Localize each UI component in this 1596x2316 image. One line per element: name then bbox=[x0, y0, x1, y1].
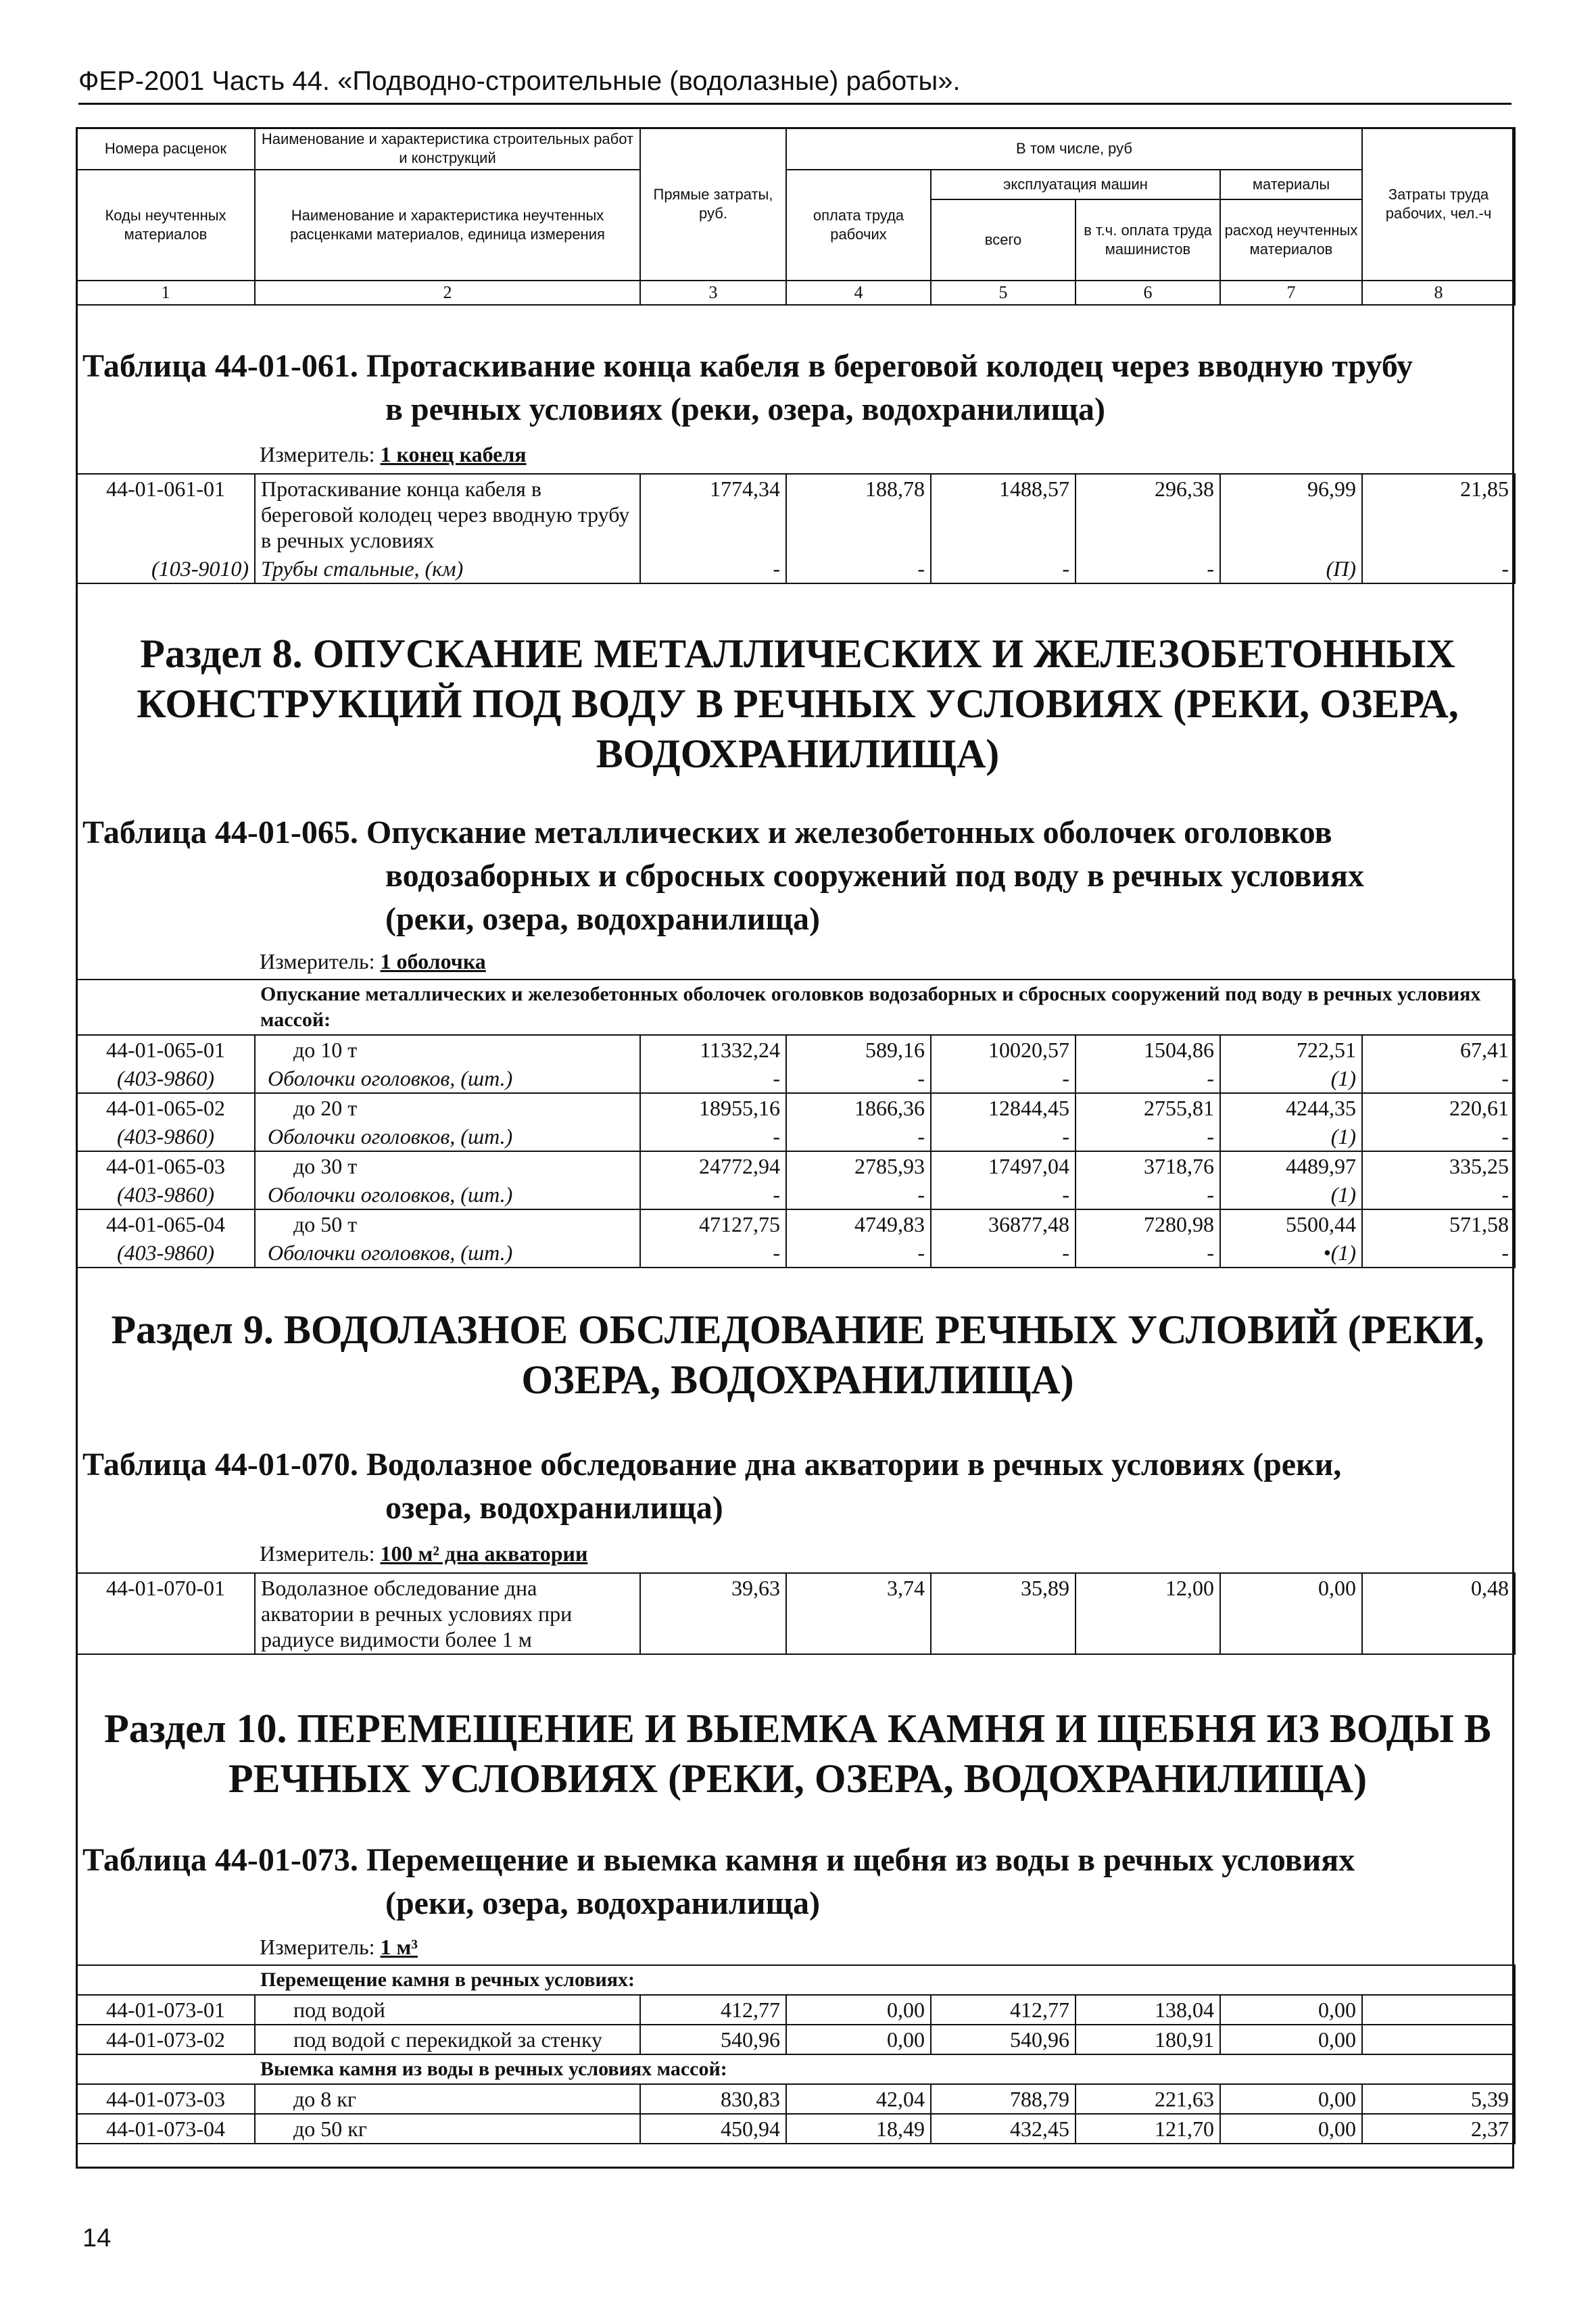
cell-value: 220,61 bbox=[1362, 1093, 1515, 1122]
cell-value: 39,63 bbox=[640, 1573, 786, 1654]
col-number: 7 bbox=[1220, 281, 1362, 305]
cell-value: - bbox=[1075, 554, 1220, 583]
table-row bbox=[76, 2084, 1515, 2114]
cell-value: - bbox=[931, 1238, 1075, 1268]
cell-value: (1) bbox=[1220, 1122, 1362, 1151]
cell-value: - bbox=[931, 1064, 1075, 1093]
header-rule bbox=[78, 103, 1512, 105]
measure-label: Измеритель: bbox=[260, 1935, 375, 1959]
cell-value: •(1) bbox=[1220, 1238, 1362, 1268]
cell-value: 18,49 bbox=[786, 2114, 931, 2144]
table-group-row bbox=[76, 2054, 1515, 2084]
measure-value: 1 конец кабеля bbox=[380, 442, 527, 466]
column-header-table bbox=[76, 127, 1516, 306]
rate-name: до 10 т bbox=[255, 1035, 640, 1064]
table-row bbox=[76, 1093, 1515, 1122]
cell-value: 4489,97 bbox=[1220, 1151, 1362, 1180]
cell-value: 7280,98 bbox=[1075, 1209, 1220, 1238]
cell-value: 36877,48 bbox=[931, 1209, 1075, 1238]
materials-header: материалы bbox=[1220, 170, 1362, 199]
table-073-title bbox=[82, 1839, 1502, 1925]
cell-value: - bbox=[640, 554, 786, 583]
rate-code: 44-01-065-02 bbox=[76, 1093, 255, 1122]
cell-value: - bbox=[931, 554, 1075, 583]
col-3-header: Прямые затраты, руб. bbox=[640, 128, 786, 281]
measure-value: 1 оболочка bbox=[380, 949, 486, 973]
rate-name: под водой bbox=[255, 1995, 640, 2025]
table-row bbox=[76, 1064, 1515, 1093]
table-row bbox=[76, 2025, 1515, 2054]
cell-value: 0,00 bbox=[1220, 2084, 1362, 2114]
cell-value: 12,00 bbox=[1075, 1573, 1220, 1654]
material-code: (403-9860) bbox=[76, 1180, 255, 1209]
cell-value: 1504,86 bbox=[1075, 1035, 1220, 1064]
table-title-line: в речных условиях (реки, озера, водохранилища) bbox=[385, 391, 1106, 427]
cell-value: (П) bbox=[1220, 554, 1362, 583]
col-8-header: Затраты труда рабочих, чел.-ч bbox=[1362, 128, 1515, 281]
material-name: Оболочки оголовков, (шт.) bbox=[255, 1064, 640, 1093]
rate-code: 44-01-073-02 bbox=[76, 2025, 255, 2054]
col-1b-header: Коды неучтенных материалов bbox=[76, 170, 255, 281]
cell-value: - bbox=[786, 1064, 931, 1093]
cell-value: - bbox=[1075, 1122, 1220, 1151]
incl-header: В том числе, руб bbox=[786, 128, 1362, 170]
cell-value: 335,25 bbox=[1362, 1151, 1515, 1180]
col-number: 8 bbox=[1362, 281, 1515, 305]
cell-value: 121,70 bbox=[1075, 2114, 1220, 2144]
cell-value: - bbox=[640, 1122, 786, 1151]
cell-value: 42,04 bbox=[786, 2084, 931, 2114]
measure-label: Измеритель: bbox=[260, 1541, 375, 1566]
table-row bbox=[76, 1122, 1515, 1151]
cell-value: 0,00 bbox=[1220, 2025, 1362, 2054]
table-title-line: Таблица 44-01-065. Опускание металлических и железобетонных оболочек оголовков bbox=[82, 815, 1332, 850]
cell-value: - bbox=[786, 1238, 931, 1268]
rate-name: под водой с перекидкой за стенку bbox=[255, 2025, 640, 2054]
measure-label: Измеритель: bbox=[260, 442, 375, 466]
rate-code: 44-01-065-01 bbox=[76, 1035, 255, 1064]
rate-code: 44-01-073-04 bbox=[76, 2114, 255, 2144]
rate-name: Водолазное обследование дна акватории в речных условиях при радиусе видимости более 1 м bbox=[255, 1573, 640, 1654]
table-title-line: водозаборных и сбросных сооружений под воду в речных условиях bbox=[385, 858, 1364, 894]
cell-value: (1) bbox=[1220, 1064, 1362, 1093]
table-group-row bbox=[76, 1965, 1515, 1995]
cell-value: 540,96 bbox=[931, 2025, 1075, 2054]
cell-value: 412,77 bbox=[640, 1995, 786, 2025]
col-number: 2 bbox=[255, 281, 640, 305]
cell-value: - bbox=[1362, 554, 1515, 583]
rate-name: до 8 кг bbox=[255, 2084, 640, 2114]
cell-value: 412,77 bbox=[931, 1995, 1075, 2025]
cell-value: 47127,75 bbox=[640, 1209, 786, 1238]
cell-value: 35,89 bbox=[931, 1573, 1075, 1654]
group-heading: Опускание металлических и железобетонных оболочек оголовков водозаборных и сбросных сооружений под воду в речных условиях массой: bbox=[255, 980, 1515, 1035]
page-header: ФЕР-2001 Часть 44. «Подводно-строительные (водолазные) работы». bbox=[78, 66, 961, 96]
rate-code: 44-01-065-03 bbox=[76, 1151, 255, 1180]
col-2a-header: Наименование и характеристика строительных работ и конструкций bbox=[255, 128, 640, 170]
table-065-measure bbox=[260, 949, 486, 974]
section-9-heading: Раздел 9. ВОДОЛАЗНОЕ ОБСЛЕДОВАНИЕ РЕЧНЫХ УСЛОВИЙ (РЕКИ, ОЗЕРА, ВОДОХРАНИЛИЩА) bbox=[111, 1307, 1484, 1402]
table-title-line: Таблица 44-01-070. Водолазное обследование дна акватории в речных условиях (реки, bbox=[82, 1447, 1342, 1482]
group-heading: Перемещение камня в речных условиях: bbox=[255, 1965, 1515, 1995]
cell-value: 0,00 bbox=[1220, 1995, 1362, 2025]
cell-value: - bbox=[1362, 1122, 1515, 1151]
cell-value: - bbox=[1075, 1064, 1220, 1093]
material-name: Оболочки оголовков, (шт.) bbox=[255, 1122, 640, 1151]
col-number: 1 bbox=[76, 281, 255, 305]
col-2b-header: Наименование и характеристика неучтенных расценками материалов, единица измерения bbox=[255, 170, 640, 281]
table-row bbox=[76, 1995, 1515, 2025]
cell-value: - bbox=[1362, 1238, 1515, 1268]
cell-value: 3718,76 bbox=[1075, 1151, 1220, 1180]
table-row bbox=[76, 2114, 1515, 2144]
cell-value: 589,16 bbox=[786, 1035, 931, 1064]
table-070-measure bbox=[260, 1541, 587, 1566]
cell-value: - bbox=[786, 554, 931, 583]
cell-value: 1488,57 bbox=[931, 474, 1075, 554]
material-code: (403-9860) bbox=[76, 1064, 255, 1093]
col-number: 4 bbox=[786, 281, 931, 305]
material-name: Оболочки оголовков, (шт.) bbox=[255, 1238, 640, 1268]
cell-value: - bbox=[640, 1238, 786, 1268]
cell-value: 180,91 bbox=[1075, 2025, 1220, 2054]
col-number: 6 bbox=[1075, 281, 1220, 305]
table-065 bbox=[76, 979, 1516, 1268]
cell-value: - bbox=[786, 1180, 931, 1209]
section-8-heading: Раздел 8. ОПУСКАНИЕ МЕТАЛЛИЧЕСКИХ И ЖЕЛЕЗОБЕТОННЫХ КОНСТРУКЦИЙ ПОД ВОДУ В РЕЧНЫХ УСЛОВИЯХ (РЕКИ, ОЗЕРА, ВОДОХРАНИЛИЩА) bbox=[137, 631, 1459, 776]
cell-value: 96,99 bbox=[1220, 474, 1362, 554]
cell-value: 432,45 bbox=[931, 2114, 1075, 2144]
cell-value: - bbox=[1362, 1064, 1515, 1093]
cell-value: 788,79 bbox=[931, 2084, 1075, 2114]
cell-value: 17497,04 bbox=[931, 1151, 1075, 1180]
cell-value: 21,85 bbox=[1362, 474, 1515, 554]
cell-value: - bbox=[786, 1122, 931, 1151]
cell-value: - bbox=[640, 1064, 786, 1093]
group-heading: Выемка камня из воды в речных условиях массой: bbox=[255, 2054, 1515, 2084]
cell-value: - bbox=[931, 1180, 1075, 1209]
measure-value: 1 м³ bbox=[380, 1935, 418, 1959]
cell-value bbox=[1362, 2025, 1515, 2054]
table-title-line: (реки, озера, водохранилища) bbox=[385, 901, 820, 937]
material-code: (403-9860) bbox=[76, 1122, 255, 1151]
col-1a-header: Номера расценок bbox=[76, 128, 255, 170]
cell-value: 540,96 bbox=[640, 2025, 786, 2054]
table-row bbox=[76, 1151, 1515, 1180]
cell-value: 18955,16 bbox=[640, 1093, 786, 1122]
cell-value: 67,41 bbox=[1362, 1035, 1515, 1064]
cell-value: - bbox=[1075, 1238, 1220, 1268]
cell-value: - bbox=[640, 1180, 786, 1209]
table-065-title bbox=[82, 811, 1502, 941]
rate-code: 44-01-065-04 bbox=[76, 1209, 255, 1238]
cell-value: 0,00 bbox=[786, 2025, 931, 2054]
cell-value: - bbox=[931, 1122, 1075, 1151]
cell-value: 3,74 bbox=[786, 1573, 931, 1654]
cell-value: 0,00 bbox=[1220, 2114, 1362, 2144]
table-title-line: Таблица 44-01-073. Перемещение и выемка камня и щебня из воды в речных условиях bbox=[82, 1842, 1355, 1878]
col-4-header: оплата труда рабочих bbox=[786, 170, 931, 281]
col-number: 5 bbox=[931, 281, 1075, 305]
table-row bbox=[76, 1035, 1515, 1064]
rate-name: до 30 т bbox=[255, 1151, 640, 1180]
cell-value: - bbox=[1362, 1180, 1515, 1209]
measure-value: 100 м² дна акватории bbox=[380, 1541, 588, 1566]
cell-value: 24772,94 bbox=[640, 1151, 786, 1180]
page-number: 14 bbox=[82, 2224, 112, 2252]
material-name: Оболочки оголовков, (шт.) bbox=[255, 1180, 640, 1209]
table-row bbox=[76, 554, 1515, 583]
table-row bbox=[76, 1209, 1515, 1238]
cell-value: 296,38 bbox=[1075, 474, 1220, 554]
table-073-measure bbox=[260, 1935, 418, 1960]
rate-code: 44-01-073-03 bbox=[76, 2084, 255, 2114]
cell-value: 5,39 bbox=[1362, 2084, 1515, 2114]
measure-label: Измеритель: bbox=[260, 949, 375, 973]
material-name: Трубы стальные, (км) bbox=[255, 554, 640, 583]
table-row bbox=[76, 1238, 1515, 1268]
cell-value: 1774,34 bbox=[640, 474, 786, 554]
table-title-line: (реки, озера, водохранилища) bbox=[385, 1885, 820, 1921]
col-5-header: всего bbox=[931, 199, 1075, 281]
cell-value: 4244,35 bbox=[1220, 1093, 1362, 1122]
cell-value: 5500,44 bbox=[1220, 1209, 1362, 1238]
cell-value: 221,63 bbox=[1075, 2084, 1220, 2114]
cell-value: 2785,93 bbox=[786, 1151, 931, 1180]
rate-name: до 20 т bbox=[255, 1093, 640, 1122]
cell-value: 2,37 bbox=[1362, 2114, 1515, 2144]
cell-value: (1) bbox=[1220, 1180, 1362, 1209]
table-title-line: Таблица 44-01-061. Протаскивание конца кабеля в береговой колодец через вводную трубу bbox=[82, 348, 1413, 384]
cell-value: 0,00 bbox=[1220, 1573, 1362, 1654]
col-7-header: расход неучтенных материалов bbox=[1220, 199, 1362, 281]
rate-code: 44-01-073-01 bbox=[76, 1995, 255, 2025]
cell-value: 450,94 bbox=[640, 2114, 786, 2144]
cell-value bbox=[1362, 1995, 1515, 2025]
cell-value: 138,04 bbox=[1075, 1995, 1220, 2025]
table-group-row bbox=[76, 980, 1515, 1035]
table-row bbox=[76, 1180, 1515, 1209]
rate-code: 44-01-070-01 bbox=[76, 1573, 255, 1654]
table-row bbox=[76, 474, 1515, 554]
rate-code: 44-01-061-01 bbox=[76, 474, 255, 554]
cell-value: 188,78 bbox=[786, 474, 931, 554]
cell-value: 12844,45 bbox=[931, 1093, 1075, 1122]
table-row bbox=[76, 1573, 1515, 1654]
material-code: (403-9860) bbox=[76, 1238, 255, 1268]
cell-value: 722,51 bbox=[1220, 1035, 1362, 1064]
cell-value: 2755,81 bbox=[1075, 1093, 1220, 1122]
cell-value: 830,83 bbox=[640, 2084, 786, 2114]
table-061 bbox=[76, 473, 1516, 584]
cell-value: 0,48 bbox=[1362, 1573, 1515, 1654]
rate-name: до 50 кг bbox=[255, 2114, 640, 2144]
rate-name: Протаскивание конца кабеля в береговой колодец через вводную трубу в речных условиях bbox=[255, 474, 640, 554]
cell-value: 571,58 bbox=[1362, 1209, 1515, 1238]
cell-value: - bbox=[1075, 1180, 1220, 1209]
rate-name: до 50 т bbox=[255, 1209, 640, 1238]
section-10-heading: Раздел 10. ПЕРЕМЕЩЕНИЕ И ВЫЕМКА КАМНЯ И ЩЕБНЯ ИЗ ВОДЫ В РЕЧНЫХ УСЛОВИЯХ (РЕКИ, ОЗЕРА, ВОДОХРАНИЛИЩА) bbox=[104, 1706, 1491, 1801]
table-title-line: озера, водохранилища) bbox=[385, 1490, 723, 1526]
machines-header: эксплуатация машин bbox=[931, 170, 1220, 199]
table-070-title bbox=[82, 1443, 1502, 1530]
material-code: (103-9010) bbox=[76, 554, 255, 583]
cell-value: 1866,36 bbox=[786, 1093, 931, 1122]
cell-value: 0,00 bbox=[786, 1995, 931, 2025]
col-6-header: в т.ч. оплата труда машинистов bbox=[1075, 199, 1220, 281]
table-073 bbox=[76, 1964, 1516, 2144]
cell-value: 10020,57 bbox=[931, 1035, 1075, 1064]
cell-value: 4749,83 bbox=[786, 1209, 931, 1238]
col-number: 3 bbox=[640, 281, 786, 305]
cell-value: 11332,24 bbox=[640, 1035, 786, 1064]
table-061-title bbox=[82, 345, 1502, 431]
table-070 bbox=[76, 1572, 1516, 1655]
table-061-measure bbox=[260, 442, 527, 467]
